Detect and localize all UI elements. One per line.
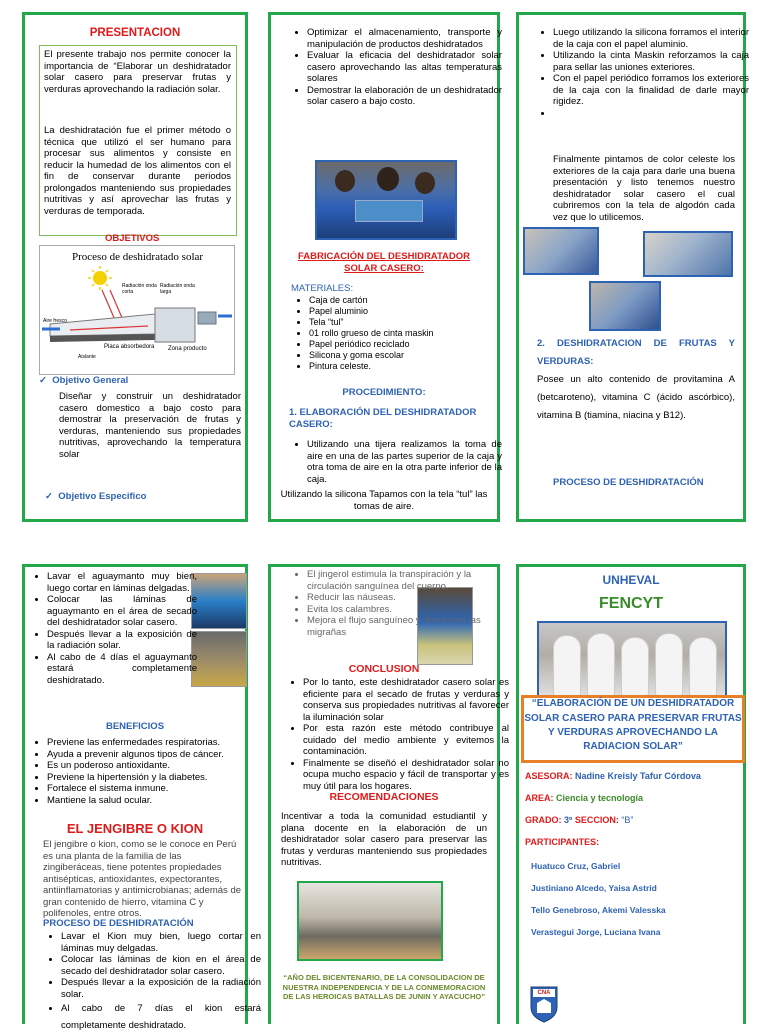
presentacion-title: PRESENTACION — [89, 27, 181, 39]
deshidratado-diagram — [39, 245, 235, 375]
seccion-label: SECCION: — [574, 815, 619, 825]
photo-aguaymanto-1 — [191, 573, 247, 629]
fabricacion-title: FABRICACIÓN DEL DESHIDRATADOR SOLAR CASERO: — [297, 251, 471, 274]
participante-2: Justiniano Alcedo, Yaisa Astrid — [531, 883, 657, 893]
list-item: • Reducir las náuseas. — [307, 592, 507, 604]
photo-process-1 — [523, 227, 599, 275]
recomendaciones-text: Incentivar a toda la comunidad estudiantil y plana docente en la elaboración de un deshidratador solar casero para preservar las frutas y verduras manteniendo sus propiedades nutritivas. — [281, 811, 487, 868]
list-item: • Ayuda a prevenir algunos tipos de cáncer. — [47, 749, 257, 761]
list-item: • Demostrar la elaboración de un deshidratador solar casero a bajo costo. — [307, 85, 502, 108]
asesora-line — [525, 771, 701, 781]
procedimiento-list — [539, 27, 749, 119]
intro-paragraph-1: El presente trabajo nos permite conocer la importancia de “Elaborar un deshidratador solar casero para preservar frutas y verduras aprovechando la radiación solar. — [44, 49, 231, 95]
title-rest: SOLAR CASERO PARA PRESERVAR FRUTAS Y VERDURAS APROVECHANDO LA RADIACION SOLAR” — [524, 713, 742, 752]
area-label: AREA: — [525, 793, 554, 803]
title-top-line: “ELABORACIÓN DE UN DESHIDRATADOR — [531, 698, 735, 709]
conclusion-label: CONCLUSION — [348, 663, 420, 675]
materiales-list — [295, 295, 499, 372]
step1-list — [293, 439, 502, 485]
list-item: • Pintura celeste. — [309, 361, 499, 372]
list-item: • Papel aluminio — [309, 306, 499, 317]
list-item: • Previene las enfermedades respiratorias. — [47, 737, 257, 749]
step2-text: Posee un alto contenido de provitamina A (betcaroteno), vitamina C (ácido ascórbico), vitamina B (tiamina, niacina y B12). — [537, 374, 735, 421]
step1-heading: 1. ELABORACIÓN DEL DESHIDRATADOR CASERO: — [289, 407, 477, 430]
faculty-name: FENCYT — [599, 595, 663, 612]
objetivos-heading: OBJETIVOS — [105, 233, 160, 244]
participante-3: Tello Genebroso, Akemi Valesska — [531, 905, 666, 915]
list-item: • Previene la hipertensión y la diabetes. — [47, 772, 257, 784]
list-item: • Por esta razón este método contribuye al cuidado del medio ambiente y evitemos la contaminación. — [303, 723, 509, 758]
diagram-label-zona: Zona producto — [168, 346, 207, 352]
list-item: • Colocar las láminas de aguaymanto en el área de secado del deshidratador solar casero. — [47, 594, 197, 629]
logo-text: CNA — [537, 990, 551, 996]
list-item: • Utilizando la cinta Maskin reforzamos la caja para sellar las uniones exteriores. — [553, 50, 749, 73]
step2-heading: 2. DESHIDRATACION DE FRUTAS Y VERDURAS: — [537, 338, 735, 367]
asesora-label: ASESORA: — [525, 771, 573, 781]
panel-fabricacion — [268, 12, 500, 522]
list-item: • Al cabo de 7 días el kion estará completamente deshidratado. — [61, 1000, 261, 1034]
list-item: • Por lo tanto, este deshidratador casero solar es eficiente para el secado de frutas y verduras y conserva sus propiedades nutritivas al favorecer la iluminación solar — [303, 677, 509, 723]
diagram-title: Proceso de deshidratado solar — [72, 251, 204, 263]
step1-tail: Utilizando la silicona Tapamos con la tela “tul” las tomas de aire. — [280, 489, 488, 512]
conclusion-list — [289, 677, 509, 792]
photo-team — [537, 621, 727, 705]
materiales-label: MATERIALES: — [291, 283, 354, 294]
list-item: • Luego utilizando la silicona forramos el interior de la caja con el papel aluminio. — [553, 27, 749, 50]
check-icon: ✓ — [39, 375, 47, 386]
list-item: • Optimizar el almacenamiento, transporte y manipulación de productos deshidratados — [307, 27, 502, 50]
diagram-label-aislante: Aislante — [78, 354, 96, 360]
university-name: UNHEVAL — [602, 573, 660, 587]
recomendaciones-label: RECOMENDACIONES — [329, 791, 439, 803]
list-item: • Al cabo de 4 días el aguaymanto estará completamente deshidratado. — [47, 652, 197, 687]
grado-value: 3º — [564, 815, 573, 825]
panel-conclusion — [268, 564, 509, 1024]
finalmente-paragraph: Finalmente pintamos de color celeste los exteriores de la caja para darle una buena presentación y listo tenemos nuestro deshidratador solar casero el cual cubriremos con la tela de algodón cada vez que lo utilicemos. — [553, 154, 735, 223]
beneficios-list — [33, 737, 257, 806]
list-item — [553, 108, 749, 120]
list-item: • Con el papel periódico forramos los exteriores de la caja con la finalidad de darle mayor rigidez. — [553, 73, 749, 108]
list-item: • Caja de cartón — [309, 295, 499, 306]
list-item: • Silicona y goma escolar — [309, 350, 499, 361]
photo-aguaymanto-2 — [191, 631, 247, 687]
list-item: • Evaluar la eficacia del deshidratador solar casero aprovechando las altas temperaturas solares — [307, 50, 502, 85]
list-item: • Lavar el Kion muy bien, luego cortar en láminas muy delgadas. — [61, 931, 261, 954]
list-item: • Después llevar a la exposición de la radiación solar. — [61, 977, 261, 1000]
panel-procedimiento — [516, 12, 749, 522]
jengibre-title: EL JENGIBRE O KION — [66, 821, 204, 836]
participante-4: Verastegui Jorge, Luciana Ivana — [531, 927, 661, 937]
area-value: Ciencia y tecnología — [556, 793, 644, 803]
participantes-label: PARTICIPANTES: — [525, 837, 600, 847]
grado-label: GRADO: — [525, 815, 562, 825]
participante-1: Huatuco Cruz, Gabriel — [531, 861, 621, 871]
school-logo — [529, 983, 559, 1023]
dryer-illustration — [40, 264, 234, 374]
diagram-label-long-wave: Radiación onda larga — [160, 283, 195, 295]
list-item: • Fortalece el sistema inmune. — [47, 783, 257, 795]
intro-paragraph-2: La deshidratación fue el primer método o técnica que utilizó el ser humano para procesar sus alimentos y consiste en reducir la humedad de los alimentos con el fin de conservar durante periodos prolongados manteniendo sus propiedades nutritivas y así aprovechar las frutas y verduras de temporada. — [44, 125, 231, 217]
diagram-label-short-wave: Radiación onda corta — [122, 283, 157, 295]
jengibre-text: El jengibre o kion, como se le conoce en Perú es una planta de la familia de las zingiberáceas, tiene potentes propiedades antisépticas, antioxidantes, expectorantes, antiinflamatorias y antimicrobianas; además de gran contenido de hierro, vitamina C y polifenoles, entre otros. — [43, 839, 242, 919]
proceso-kion-label: PROCESO DE DESHIDRATACIÓN — [43, 918, 194, 929]
list-item: • Finalmente se diseñó el deshidratador solar no ocupa mucho espacio y fácil de transportar y es muy útil para los hogares. — [303, 758, 509, 793]
list-item: • Mejora el flujo sanguíneo y disminuye las migrañas — [307, 615, 507, 638]
panel-portada — [516, 564, 746, 1024]
list-item: • 01 rollo grueso de cinta maskin — [309, 328, 499, 339]
footer-bicentenario: “AÑO DEL BICENTENARIO, DE LA CONSOLIDACION DE NUESTRA INDEPENDENCIA Y DE LA CONMEMORACION DE LAS HEROICAS BATALLAS DE JUNIN Y AYACUCHO” — [282, 973, 486, 1001]
panel-aguaymanto — [22, 564, 261, 1031]
list-item: • Lavar el aguaymanto muy bien, luego cortar en láminas delgadas. — [47, 571, 197, 594]
sun-icon — [93, 271, 107, 285]
list-item: • Utilizando una tijera realizamos la toma de aire en una de las partes superior de la caja y otra toma de aire en la otra parte inferior de la caja. — [307, 439, 502, 485]
seccion-value: “B” — [621, 815, 634, 825]
asesora-name: Nadine Kreisly Tafur Córdova — [575, 771, 701, 781]
list-item: • Papel periódico reciclado — [309, 339, 499, 350]
panel-presentacion — [22, 12, 248, 522]
photo-students-box — [315, 160, 457, 240]
photo-process-2 — [643, 231, 733, 277]
photo-dryer-box — [297, 881, 443, 961]
list-item: • Evita los calambres. — [307, 604, 507, 616]
list-item: • Después llevar a la exposición de la radiación solar. — [47, 629, 197, 652]
objetivo-general-label: ✓ Objetivo General — [39, 375, 129, 386]
objetivo-general-text: Diseñar y construir un deshidratador casero domestico a bajo costo para demostrar la preservación de frutas y verduras, manteniendo sus propiedades nutritivas, aprovechando la temperatura solar — [59, 391, 241, 460]
list-item: • Tela “tul” — [309, 317, 499, 328]
objetivos-especificos-list — [293, 27, 502, 108]
jingerol-list — [293, 569, 507, 638]
grado-line — [525, 815, 633, 825]
proceso-label: PROCESO DE DESHIDRATACIÓN — [553, 477, 704, 488]
objetivo-especifico-label: ✓ Objetivo Especifico — [45, 491, 147, 502]
diagram-label-aire: Aire fresco — [43, 318, 67, 324]
list-item: • Es un poderoso antioxidante. — [47, 760, 257, 772]
list-item: • Mantiene la salud ocular. — [47, 795, 257, 807]
proceso-kion-list — [47, 931, 261, 1034]
beneficios-label: BENEFICIOS — [105, 721, 165, 732]
photo-process-3 — [589, 281, 661, 331]
aguaymanto-list — [33, 571, 197, 686]
diagram-label-placa: Placa absorbedora — [104, 344, 155, 350]
list-item: • El jingerol estimula la transpiración y la circulación sanguínea del cuerpo. — [307, 569, 507, 592]
procedimiento-label: PROCEDIMIENTO: — [342, 387, 426, 398]
area-line — [525, 793, 643, 803]
list-item: • Colocar las láminas de kion en el área de secado del deshidratador solar casero. — [61, 954, 261, 977]
check-icon: ✓ — [45, 491, 53, 502]
